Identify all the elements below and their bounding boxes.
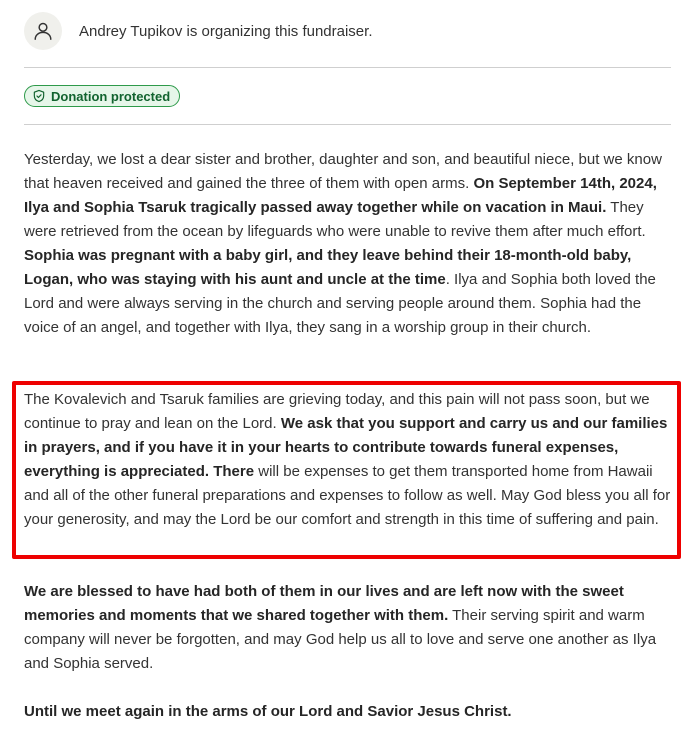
organizer-row — [24, 12, 373, 50]
badge-label: Donation protected — [51, 88, 171, 104]
story-text: Yesterday, we lost a dear sister and brother, daughter and son, and beautiful niece, but we know that heaven received and gained the three of them with open arms. — [24, 151, 662, 192]
divider — [24, 124, 671, 125]
person-icon — [32, 20, 54, 42]
story-paragraph — [24, 700, 674, 724]
story-paragraph — [24, 580, 674, 676]
story-bold-text: Sophia was pregnant with a baby girl, and they leave behind their 18-month-old baby, Logan, who was staying with his aunt and uncle at the time — [24, 247, 632, 288]
story-paragraph — [24, 148, 674, 340]
story-bold-text: On September 14th, 2024, Ilya and Sophia Tsaruk tragically passed away together while on vacation in Maui. — [24, 175, 657, 216]
highlight-box — [12, 381, 681, 559]
organizer-avatar[interactable] — [24, 12, 62, 50]
story-text: Their serving spirit and warm company will never be forgotten, and may God help us all to love and serve one another as Ilya and Sophia served. — [24, 607, 657, 672]
story-text: will be expenses to get them transported home from Hawaii and all of the other funeral preparations and expenses to follow as well. May God bless you all for your generosity, and may the Lord be our comfort and strength in this time of suffering and pain. — [24, 463, 671, 528]
story-bold-text: Until we meet again in the arms of our Lord and Savior Jesus Christ. — [24, 703, 512, 720]
shield-icon — [32, 89, 46, 103]
story-bold-text: We are blessed to have had both of them in our lives and are left now with the sweet memories and moments that we shared together with them. — [24, 583, 624, 624]
organizer-text: Andrey Tupikov is organizing this fundraiser. — [79, 22, 373, 40]
story-text: The Kovalevich and Tsaruk families are grieving today, and this pain will not pass soon, but we continue to pray and lean on the Lord. — [24, 391, 650, 432]
story-text: . Ilya and Sophia both loved the Lord and were always serving in the church and serving people around them. Sophia had the voice of an angel, and together with Ilya, they sang in a worship group in their church. — [24, 271, 656, 336]
story-text: They were retrieved from the ocean by lifeguards who were unable to revive them after much effort. — [24, 199, 646, 240]
donation-protected-badge[interactable] — [24, 85, 180, 107]
fundraiser-story — [24, 148, 674, 720]
story-bold-text: We ask that you support and carry us and our families in prayers, and if you have it in your hearts to contribute towards funeral expenses, everything is appreciated. There — [24, 415, 668, 480]
divider — [24, 67, 671, 68]
